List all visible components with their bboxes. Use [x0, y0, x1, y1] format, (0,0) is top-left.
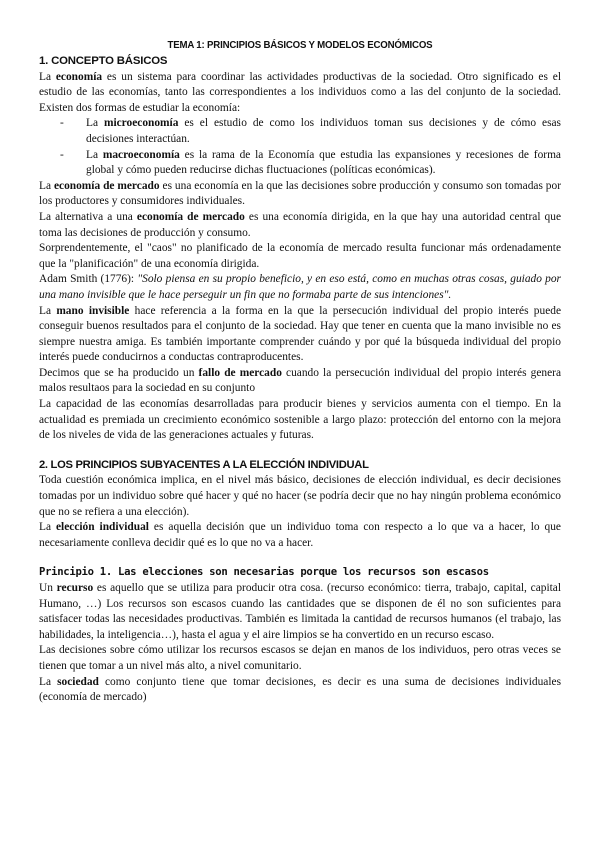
section-2-heading: 2. LOS PRINCIPIOS SUBYACENTES A LA ELECCIÓN INDIVIDUAL — [39, 458, 369, 471]
document-title: TEMA 1: PRINCIPIOS BÁSICOS Y MODELOS ECONÓMICOS — [167, 39, 433, 51]
paragraph-mano-invisible: La mano invisible hace referencia a la forma en la que la persecución individual del propio interés puede conseguir buenos resultados para el conjunto de la sociedad. Hay que tener en cuenta que la mano invisible no es siempre nuestra amiga. Es también importante comprender cuándo y por qué la búsqueda individual del propio interés puede conducirnos a conductas contraproducentes. — [39, 304, 561, 364]
paragraph-sociedad: La sociedad como conjunto tiene que tomar decisiones, es decir es una suma de decisiones individuales (economía de mercado) — [39, 675, 561, 704]
paragraph-economia-de-mercado: La economía de mercado es una economía en la que las decisiones sobre producción y consumo son tomadas por los productores y consumidores individuales. — [39, 179, 561, 208]
paragraph-fallo-de-mercado: Decimos que se ha producido un fallo de mercado cuando la persecución individual del propio interés genera malos resultaos para la sociedad en su conjunto — [39, 366, 561, 395]
paragraph-decisiones: Las decisiones sobre cómo utilizar los recursos escasos se dejan en manos de los individuos, pero otras veces se tienen que tomar a un nivel más alto, a nivel comunitario. — [39, 644, 561, 672]
paragraph-eleccion-individual: La elección individual es aquella decisión que un individuo toma con respecto a lo que va a hacer, lo que necesariamente conlleva decidir qué es lo que no va a hacer. — [39, 521, 561, 549]
paragraph-adam-smith-quote: Adam Smith (1776): "Solo piensa en su propio beneficio, y en eso está, como en muchas otras cosas, guiado por una mano invisible que le hace perseguir un fin que no formaba parte de sus intenciones". — [39, 273, 561, 301]
paragraph-caos: Sorprendentemente, el "caos" no planificado de la economía de mercado resulta funcionar más ordenadamente que la "planificación" de una economía dirigida. — [39, 242, 561, 270]
document-body — [39, 54, 561, 706]
paragraph-economia: La economía es un sistema para coordinar las actividades productivas de la sociedad. Otro significado es el estudio de las economías, tanto las correspondientes a los individuos como a las del conjunto de la sociedad. Existen dos formas de estudiar la economía: — [39, 70, 561, 114]
paragraph-recurso: Un recurso es aquello que se utiliza para producir otra cosa. (recurso económico: tierra, trabajo, capital, capital Humano, …) Los recursos son escasos cuando las cantidades que se disponen de él no son suficientes para satisfacer todas las necesidades productivas. También es limitada la cantidad de recursos humanos (el trabajo, las habilidades, la inteligencia…), hasta el agua y el aire limpios se ha convertido en un recurso escaso. — [39, 582, 561, 641]
list-item-microeconomia: - La microeconomía es el estudio de como los individuos toman sus decisiones y de cómo esas decisiones interactúan. — [60, 117, 561, 145]
list-item-macroeconomia: - La macroeconomía es la rama de la Economía que estudia las expansiones y recesiones de forma global y cómo pueden reducirse dichas fluctuaciones (políticas económicas). — [60, 148, 561, 177]
section-1-heading: 1. CONCEPTO BÁSICOS — [39, 55, 168, 67]
economy-types-list — [39, 116, 561, 178]
paragraph-economia-dirigida: La alternativa a una economía de mercado es una economía dirigida, en la que hay una autoridad central que toma las decisiones de producción y consumo. — [39, 210, 562, 239]
principle-1-heading: Principio 1. Las elecciones son necesarias porque los recursos son escasos — [39, 566, 489, 579]
paragraph-cuestion-economica: Toda cuestión económica implica, en el nivel más básico, decisiones de elección individual, es decir decisiones tomadas por un individuo sobre qué hacer y qué no hacer (se podría decir que no hay ningún problema económico que no se refiera a una elección). — [39, 474, 561, 518]
paragraph-crecimiento: La capacidad de las economías desarrolladas para producir bienes y servicios aumenta con el tiempo. En la actualidad es premiada un crecimiento económico sostenible a largo plazo: protección del entorno con la mejora de los niveles de vida de las generaciones actuales y futuras. — [39, 398, 561, 442]
